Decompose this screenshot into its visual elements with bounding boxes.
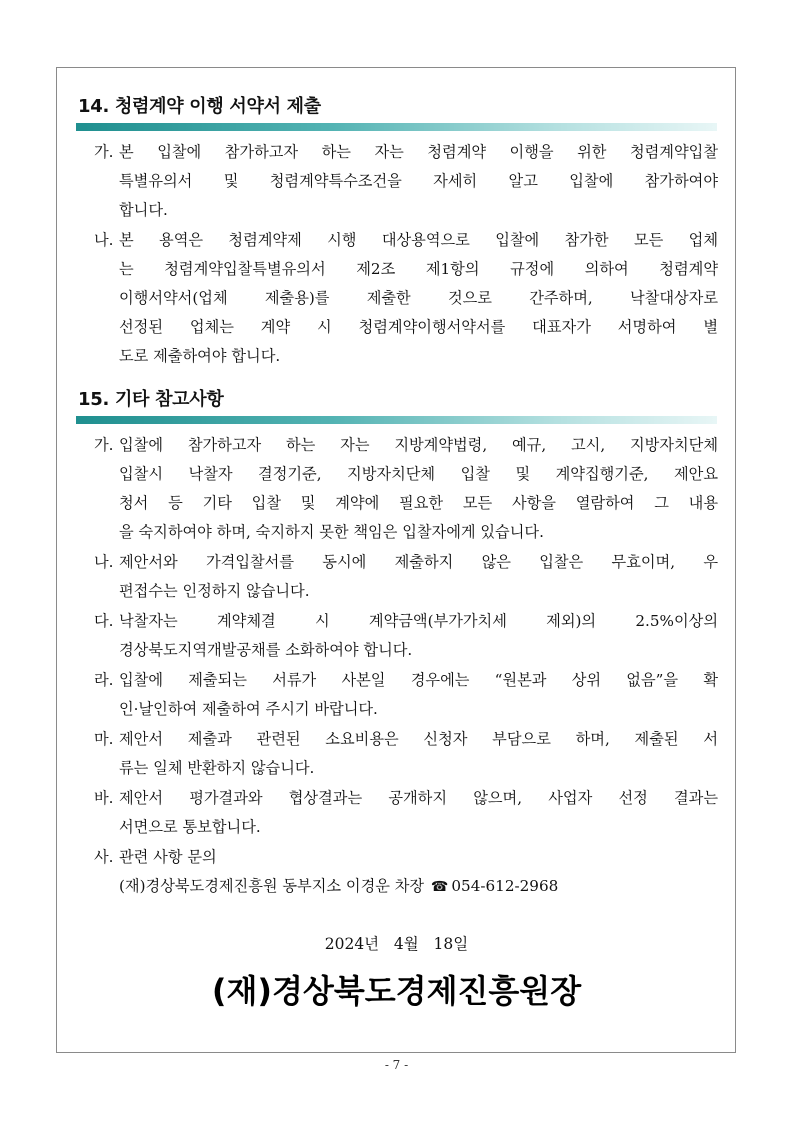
item-marker: 바.: [94, 789, 114, 807]
item-text-line: 합니다.: [119, 201, 168, 219]
item-text-line: 선정된 업체는 계약 시 청렴계약이행서약서를 대표자가 서명하여 별: [119, 318, 718, 336]
item-marker: 가.: [94, 436, 114, 454]
item-text-line: 이행서약서(업체 제출용)를 제출한 것으로 간주하며, 낙찰대상자로: [119, 289, 718, 307]
telephone-icon: ☎: [430, 879, 449, 895]
list-item: [94, 666, 718, 724]
item-marker: 마.: [94, 730, 114, 748]
item-text-line: 특별유의서 및 청렴계약특수조건을 자세히 알고 입찰에 참가하여야: [119, 172, 718, 190]
contact-phone: 054-612-2968: [451, 877, 559, 895]
item-text-line: 제안서와 가격입찰서를 동시에 제출하지 않은 입찰은 무효이며, 우: [119, 553, 718, 571]
section-title-14: 14. 청렴계약 이행 서약서 제출: [78, 96, 321, 117]
item-text-line: 제안서 제출과 관련된 소요비용은 신청자 부담으로 하며, 제출된 서: [119, 730, 718, 748]
issuer-name: (재)경상북도경제진흥원장: [211, 972, 582, 1010]
item-text-line: 경상북도지역개발공채를 소화하여야 합니다.: [119, 641, 413, 659]
item-text-line: 제안서 평가결과와 협상결과는 공개하지 않으며, 사업자 선정 결과는: [119, 789, 718, 807]
item-text-line: 도로 제출하여야 합니다.: [119, 347, 281, 365]
item-text-line: 편접수는 인정하지 않습니다.: [119, 582, 310, 600]
page-number: - 7 -: [384, 1058, 409, 1072]
item-text-line: 류는 일체 반환하지 않습니다.: [119, 759, 315, 777]
item-marker: 나.: [94, 231, 114, 249]
list-item: [94, 607, 718, 665]
contact-text: (재)경상북도경제진흥원 동부지소 이경운 차장: [119, 877, 425, 895]
list-item: [94, 431, 718, 547]
contact-line: [94, 872, 718, 901]
item-text-line: 관련 사항 문의: [119, 848, 217, 866]
item-text-line: 는 청렴계약입찰특별유의서 제2조 제1항의 규정에 의하여 청렴계약: [119, 260, 718, 278]
item-marker: 사.: [94, 848, 114, 866]
list-item: [94, 784, 718, 842]
item-text-line: 입찰에 제출되는 서류가 사본일 경우에는 “원본과 상위 없음”을 확: [119, 671, 718, 689]
document-date: 2024년 4월 18일: [324, 935, 469, 953]
list-item: [94, 843, 718, 901]
item-text-line: 본 입찰에 참가하고자 하는 자는 청렴계약 이행을 위한 청렴계약입찰: [119, 143, 718, 161]
item-marker: 라.: [94, 671, 114, 689]
list-item: [94, 548, 718, 606]
item-text-line: 입찰시 낙찰자 결정기준, 지방자치단체 입찰 및 계약집행기준, 제안요: [119, 465, 718, 483]
list-item: [94, 725, 718, 783]
item-text-line: 서면으로 통보합니다.: [119, 818, 261, 836]
section-rule-14: [76, 123, 717, 131]
item-text-line: 낙찰자는 계약체결 시 계약금액(부가가치세 제외)의 2.5%이상의: [119, 612, 718, 630]
item-marker: 다.: [94, 612, 114, 630]
item-marker: 가.: [94, 143, 114, 161]
list-item: [94, 226, 718, 371]
item-text-line: 인·날인하여 제출하여 주시기 바랍니다.: [119, 700, 378, 718]
item-text-line: 입찰에 참가하고자 하는 자는 지방계약법령, 예규, 고시, 지방자치단체: [119, 436, 718, 454]
item-text-line: 본 용역은 청렴계약제 시행 대상용역으로 입찰에 참가한 모든 업체: [119, 231, 718, 249]
item-text-line: 청서 등 기타 입찰 및 계약에 필요한 모든 사항을 열람하여 그 내용: [119, 494, 718, 512]
item-marker: 나.: [94, 553, 114, 571]
section-title-15: 15. 기타 참고사항: [78, 389, 224, 410]
item-text-line: 을 숙지하여야 하며, 숙지하지 못한 책임은 입찰자에게 있습니다.: [119, 523, 544, 541]
list-item: [94, 138, 718, 225]
section-rule-15: [76, 416, 717, 424]
